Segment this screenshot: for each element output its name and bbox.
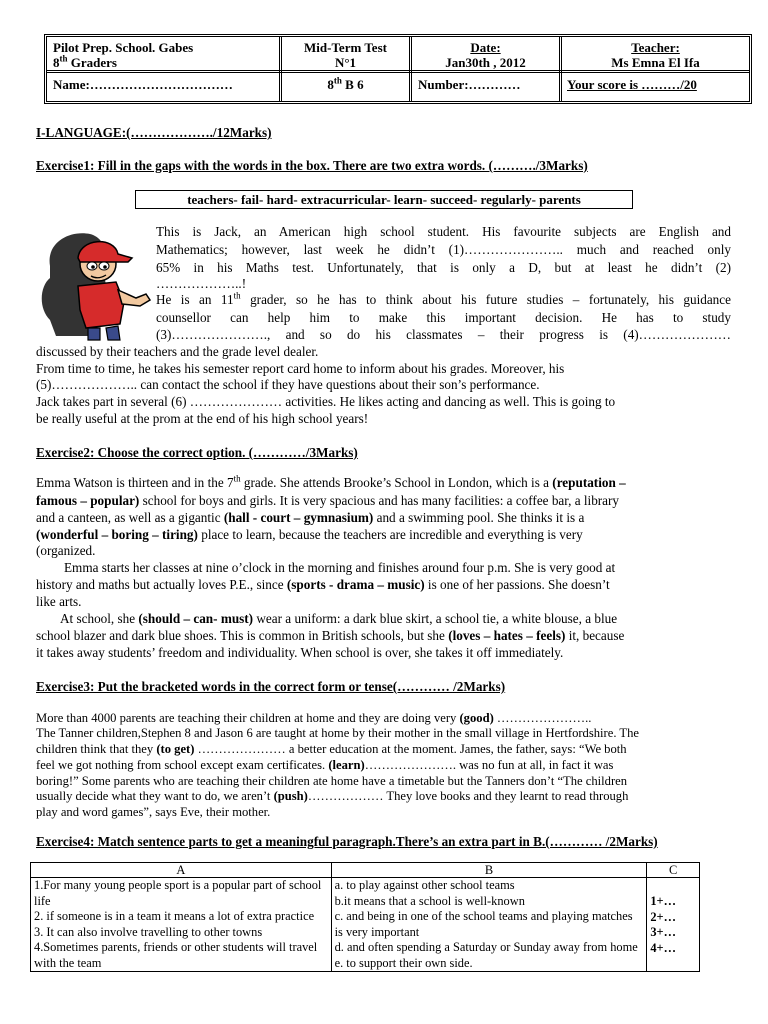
answer-slot[interactable]: 2+… (650, 909, 677, 924)
option-group[interactable]: (wonderful – boring – tiring) (36, 527, 198, 542)
number-field[interactable]: Number:………… (418, 77, 521, 92)
date-value: Jan30th , 2012 (445, 55, 526, 70)
ex3-line: boring!” Some parents who are teaching their children ate home have a timetable but the Tanners don’t “The children (36, 774, 628, 788)
table-row (31, 878, 700, 972)
ex2-line: At school, she (should – can- must) wear a uniform: a dark blue skirt, a school tie, a white blouse, a blue (60, 611, 618, 626)
test-info (282, 40, 409, 70)
school-info (53, 40, 277, 70)
list-item: d. and often spending a Saturday or Sunday away from home (334, 940, 638, 954)
test-number: N°1 (334, 55, 357, 70)
date-label: Date: (470, 40, 501, 55)
ex2-line: and a canteen, as well as a gigantic (hall - court – gymnasium) and a swimming pool. She thinks it is a (36, 510, 585, 525)
column-c-header: C (647, 863, 700, 878)
column-b-header: B (331, 863, 647, 878)
grade-label: 8th Graders (53, 53, 117, 70)
school-name: Pilot Prep. School. Gabes (53, 40, 194, 55)
section-title: I-LANGUAGE:(………………./12Marks) (36, 125, 272, 140)
table-header-row (31, 863, 700, 878)
teacher-name: Ms Emna El Ifa (611, 55, 700, 70)
ex2-line: like arts. (36, 594, 82, 609)
column-b-cell (331, 878, 647, 972)
ex2-line: it takes away students’ freedom and individuality. When school is over, she takes it off immediately. (36, 645, 564, 660)
list-item: c. and being in one of the school teams and playing matches is very important (334, 909, 633, 939)
option-group[interactable]: (sports - drama – music) (286, 577, 425, 592)
list-item: 2. if someone is in a team it means a lot of extra practice (34, 909, 315, 923)
ex1-line: He is an 11th grader, so he has to think about his future studies – fortunately, his guidance (156, 290, 731, 307)
exercise1-title: Exercise1: Fill in the gaps with the words in the box. There are two extra words. (………./3Marks) (36, 158, 588, 173)
list-item: 4.Sometimes parents, friends or other students will travel with the team (34, 940, 318, 970)
teacher-label: Teacher: (631, 40, 680, 55)
list-item: a. to play against other school teams (334, 878, 515, 892)
matching-table (30, 862, 700, 972)
student-cartoon-image (36, 224, 154, 342)
ex2-line: Emma Watson is thirteen and in the 7th grade. She attends Brooke’s School in London, which is a (reputation – (36, 473, 626, 490)
ex3-line: feel we got nothing from school except exam certificates. (learn)…………………. was no fun at all, in fact it was (36, 758, 614, 772)
ex2-line: famous – popular) school for boys and girls. It is very spacious and has many facilities: a coffee bar, a library (36, 493, 620, 508)
ex1-line: This is Jack, an American high school student. His favourite subjects are English and (156, 224, 731, 239)
column-a-header: A (31, 863, 332, 878)
ex1-line: be really useful at the prom at the end of his high school years! (36, 411, 369, 426)
word-box: teachers- fail- hard- extracurricular- learn- succeed- regularly- parents (135, 190, 633, 209)
exercise3-title: Exercise3: Put the bracketed words in the correct form or tense(………… /2Marks) (36, 679, 506, 694)
ex1-line: ………………..! (156, 276, 247, 291)
ex3-line: More than 4000 parents are teaching their children at home and they are doing very (good) ………………….. (36, 711, 592, 725)
list-item: b.it means that a school is well-known (334, 893, 525, 908)
list-item: e. to support their own side. (334, 955, 473, 970)
exercise2-title: Exercise2: Choose the correct option. (…………/3Marks) (36, 445, 358, 460)
ex1-line: Jack takes part in several (6) ………………… activities. He likes acting and dancing as well. This is going to (36, 394, 616, 409)
column-c-cell (647, 878, 700, 972)
ex1-line: counsellor can help him to make this important decision. He has to study (156, 310, 731, 325)
answer-slot[interactable]: 3+… (650, 925, 677, 939)
ex3-line: children think that they (to get) ………………… a better education at the moment. James, the father, says: “We both (36, 742, 627, 756)
ex1-line: discussed by their teachers and the grade level dealer. (36, 344, 319, 359)
date-info (412, 40, 559, 70)
ex3-line: usually decide what they want to do, we aren’t (push)……………… They love books and they learnt to read through (36, 789, 629, 803)
score-field: Your score is ………/20 (567, 77, 697, 92)
ex1-line: 65% in his Maths test. Unfortunately, that is only a D, but at least he didn’t (2) (156, 260, 731, 275)
ex2-line: history and maths but actually loves P.E., since (sports - drama – music) is one of her passions. She doesn’t (36, 577, 610, 592)
header-table (44, 34, 752, 104)
ex2-line: (organized. (36, 543, 96, 558)
class-label: 8th B 6 (327, 75, 364, 92)
ex3-line: The Tanner children,Stephen 8 and Jason 6 are taught at home by their mother in the small village in Hertfordshire. The (36, 726, 639, 740)
name-field[interactable]: Name:…………………………… (53, 77, 233, 92)
ex1-line: From time to time, he takes his semester report card home to inform about his grades. Moreover, his (36, 361, 565, 376)
ex1-line: (5)……………….. can contact the school if they have questions about their son’s performance. (36, 377, 540, 392)
test-title: Mid-Term Test (304, 40, 387, 55)
ex1-line: (3)…………………., and so do his classmates – their progress is (4)………………… (156, 327, 731, 342)
ex2-line: school blazer and dark blue shoes. This is common in British schools, but she (loves – hates – feels) it, because (36, 628, 625, 643)
ex2-line: Emma starts her classes at nine o’clock in the morning and finishes around four p.m. She is very good at (64, 560, 616, 575)
ex2-line: (wonderful – boring – tiring) place to learn, because the teachers are incredible and everything is very (36, 527, 583, 542)
column-a-cell (31, 878, 332, 972)
answer-slot[interactable]: 4+… (650, 940, 677, 955)
list-item: 1.For many young people sport is a popular part of school life (34, 878, 322, 908)
option-group[interactable]: (should – can- must) (138, 611, 254, 626)
option-group[interactable]: (loves – hates – feels) (448, 628, 566, 643)
option-group[interactable]: (hall - court – gymnasium) (223, 510, 374, 525)
header-divider (47, 70, 749, 73)
option-group[interactable]: (reputation – (552, 475, 626, 490)
ex1-line: Mathematics; however, last week he didn’t (1)………………….. much and reached only (156, 242, 731, 257)
teacher-info (562, 40, 749, 70)
ex3-line: play and word games”, says Eve, their mother. (36, 805, 271, 819)
list-item: 3. It can also involve travelling to other towns (34, 924, 263, 939)
exercise4-title: Exercise4: Match sentence parts to get a meaningful paragraph.There’s an extra part in B.(………… /2Marks) (36, 834, 658, 849)
answer-slot[interactable]: 1+… (650, 894, 677, 908)
option-group[interactable]: famous – popular) (36, 493, 140, 508)
